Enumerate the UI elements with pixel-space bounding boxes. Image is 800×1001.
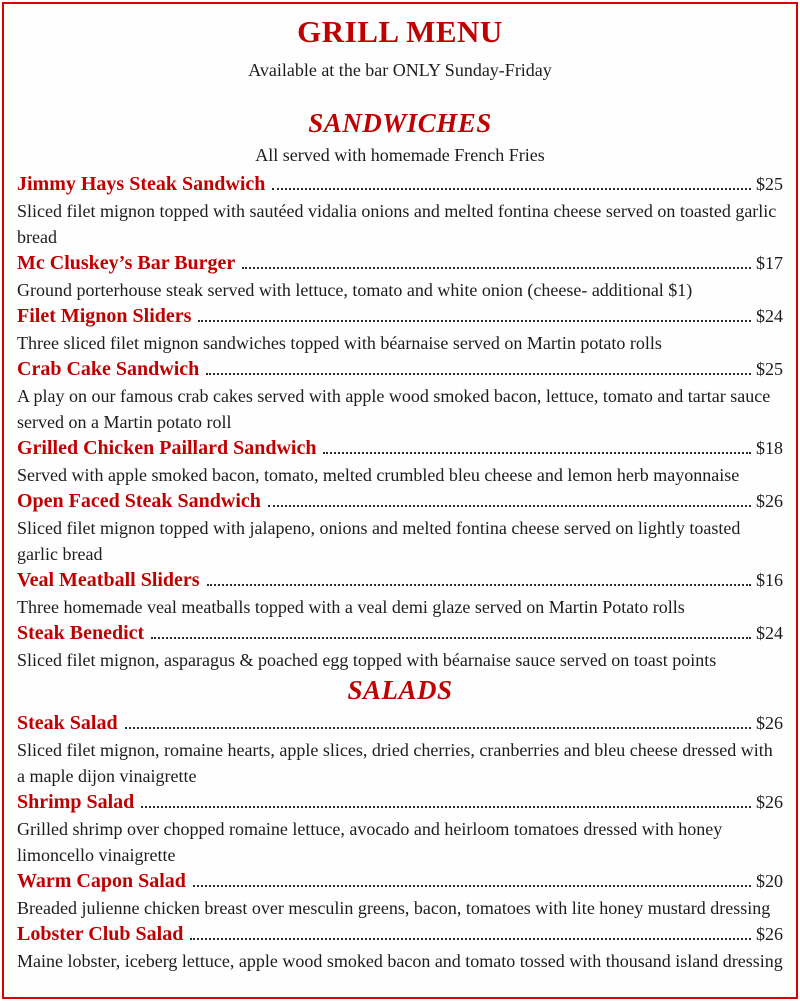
dot-leader [268, 505, 751, 507]
menu-item-name: Open Faced Steak Sandwich [17, 490, 261, 512]
menu-item-line [17, 303, 783, 330]
dot-leader [125, 727, 751, 729]
menu-item-description: Breaded julienne chicken breast over mesculin greens, bacon, tomatoes with lite honey mustard dressing [17, 898, 771, 918]
menu-item-line [17, 710, 783, 737]
dot-leader [198, 320, 751, 322]
menu-item-price: $26 [756, 924, 783, 944]
dot-leader [141, 806, 751, 808]
menu-item-line [17, 250, 783, 277]
menu-item-line [17, 567, 783, 594]
menu-item-line [17, 868, 783, 895]
page-subtitle: Available at the bar ONLY Sunday-Friday [248, 60, 552, 80]
menu-item-name: Veal Meatball Sliders [17, 569, 200, 591]
section-items [17, 171, 783, 673]
menu-item-name: Shrimp Salad [17, 791, 135, 813]
menu-item-description: A play on our famous crab cakes served with apple wood smoked bacon, lettuce, tomato and tartar sauce served on a Martin potato roll [17, 386, 771, 432]
menu-item-price: $26 [756, 713, 783, 733]
menu-item-line [17, 171, 783, 198]
menu-item [17, 171, 783, 250]
menu-item-description: Grilled shrimp over chopped romaine lettuce, avocado and heirloom tomatoes dressed with honey limoncello vinaigrette [17, 819, 723, 865]
menu-item [17, 435, 783, 488]
menu-item [17, 488, 783, 567]
dot-leader [151, 637, 751, 639]
menu-item [17, 710, 783, 789]
menu-item-line [17, 620, 783, 647]
menu-item-price: $25 [756, 174, 783, 194]
menu-item-name: Steak Salad [17, 712, 118, 734]
menu-item-description: Sliced filet mignon topped with jalapeno, onions and melted fontina cheese served on lightly toasted garlic bread [17, 518, 741, 564]
menu-item-line [17, 789, 783, 816]
menu-item-line [17, 435, 783, 462]
menu-item-line [17, 921, 783, 948]
menu-item [17, 567, 783, 620]
section-note: All served with homemade French Fries [255, 145, 545, 165]
menu-item-name: Mc Cluskey’s Bar Burger [17, 252, 236, 274]
dot-leader [272, 188, 751, 190]
section-items [17, 710, 783, 974]
menu-item-price: $18 [756, 438, 783, 458]
menu-item-price: $25 [756, 359, 783, 379]
menu-item [17, 356, 783, 435]
menu-item-price: $20 [756, 871, 783, 891]
menu-item-name: Steak Benedict [17, 622, 145, 644]
menu-sections [17, 108, 783, 974]
menu-item-line [17, 488, 783, 515]
menu-item-description: Three homemade veal meatballs topped with a veal demi glaze served on Martin Potato rolls [17, 597, 685, 617]
menu-item [17, 620, 783, 673]
dot-leader [190, 938, 751, 940]
menu-item [17, 303, 783, 356]
menu-item-line [17, 356, 783, 383]
menu-item [17, 789, 783, 868]
menu-section [17, 675, 783, 974]
menu-item-name: Grilled Chicken Paillard Sandwich [17, 437, 317, 459]
menu-item-name: Crab Cake Sandwich [17, 358, 200, 380]
menu-item-name: Jimmy Hays Steak Sandwich [17, 173, 266, 195]
menu-item-name: Filet Mignon Sliders [17, 305, 192, 327]
menu-item-price: $24 [756, 623, 783, 643]
menu-item-description: Sliced filet mignon, asparagus & poached egg topped with béarnaise sauce served on toast points [17, 650, 717, 670]
menu-item-description: Sliced filet mignon, romaine hearts, apple slices, dried cherries, cranberries and bleu cheese dressed with a maple dijon vinaigrette [17, 740, 773, 786]
menu-page [2, 2, 798, 999]
menu-item-description: Sliced filet mignon topped with sautéed vidalia onions and melted fontina cheese served on toasted garlic bread [17, 201, 777, 247]
menu-section [17, 108, 783, 673]
menu-item-name: Lobster Club Salad [17, 923, 184, 945]
menu-item-description: Maine lobster, iceberg lettuce, apple wood smoked bacon and tomato tossed with thousand island dressing [17, 951, 783, 971]
page-title: GRILL MENU [297, 14, 503, 49]
dot-leader [206, 373, 751, 375]
menu-item-description: Served with apple smoked bacon, tomato, melted crumbled bleu cheese and lemon herb mayonnaise [17, 465, 740, 485]
menu-item-price: $26 [756, 792, 783, 812]
section-title: SALADS [347, 675, 453, 705]
menu-item-description: Ground porterhouse steak served with lettuce, tomato and white onion (cheese- additional $1) [17, 280, 693, 300]
dot-leader [242, 267, 751, 269]
menu-item-price: $17 [756, 253, 783, 273]
menu-item [17, 921, 783, 974]
menu-item-price: $24 [756, 306, 783, 326]
menu-item [17, 250, 783, 303]
menu-item-price: $26 [756, 491, 783, 511]
menu-item [17, 868, 783, 921]
dot-leader [193, 885, 751, 887]
menu-item-name: Warm Capon Salad [17, 870, 186, 892]
dot-leader [323, 452, 751, 454]
section-title: SANDWICHES [308, 108, 492, 138]
menu-item-description: Three sliced filet mignon sandwiches topped with béarnaise served on Martin potato rolls [17, 333, 662, 353]
dot-leader [207, 584, 751, 586]
menu-item-price: $16 [756, 570, 783, 590]
